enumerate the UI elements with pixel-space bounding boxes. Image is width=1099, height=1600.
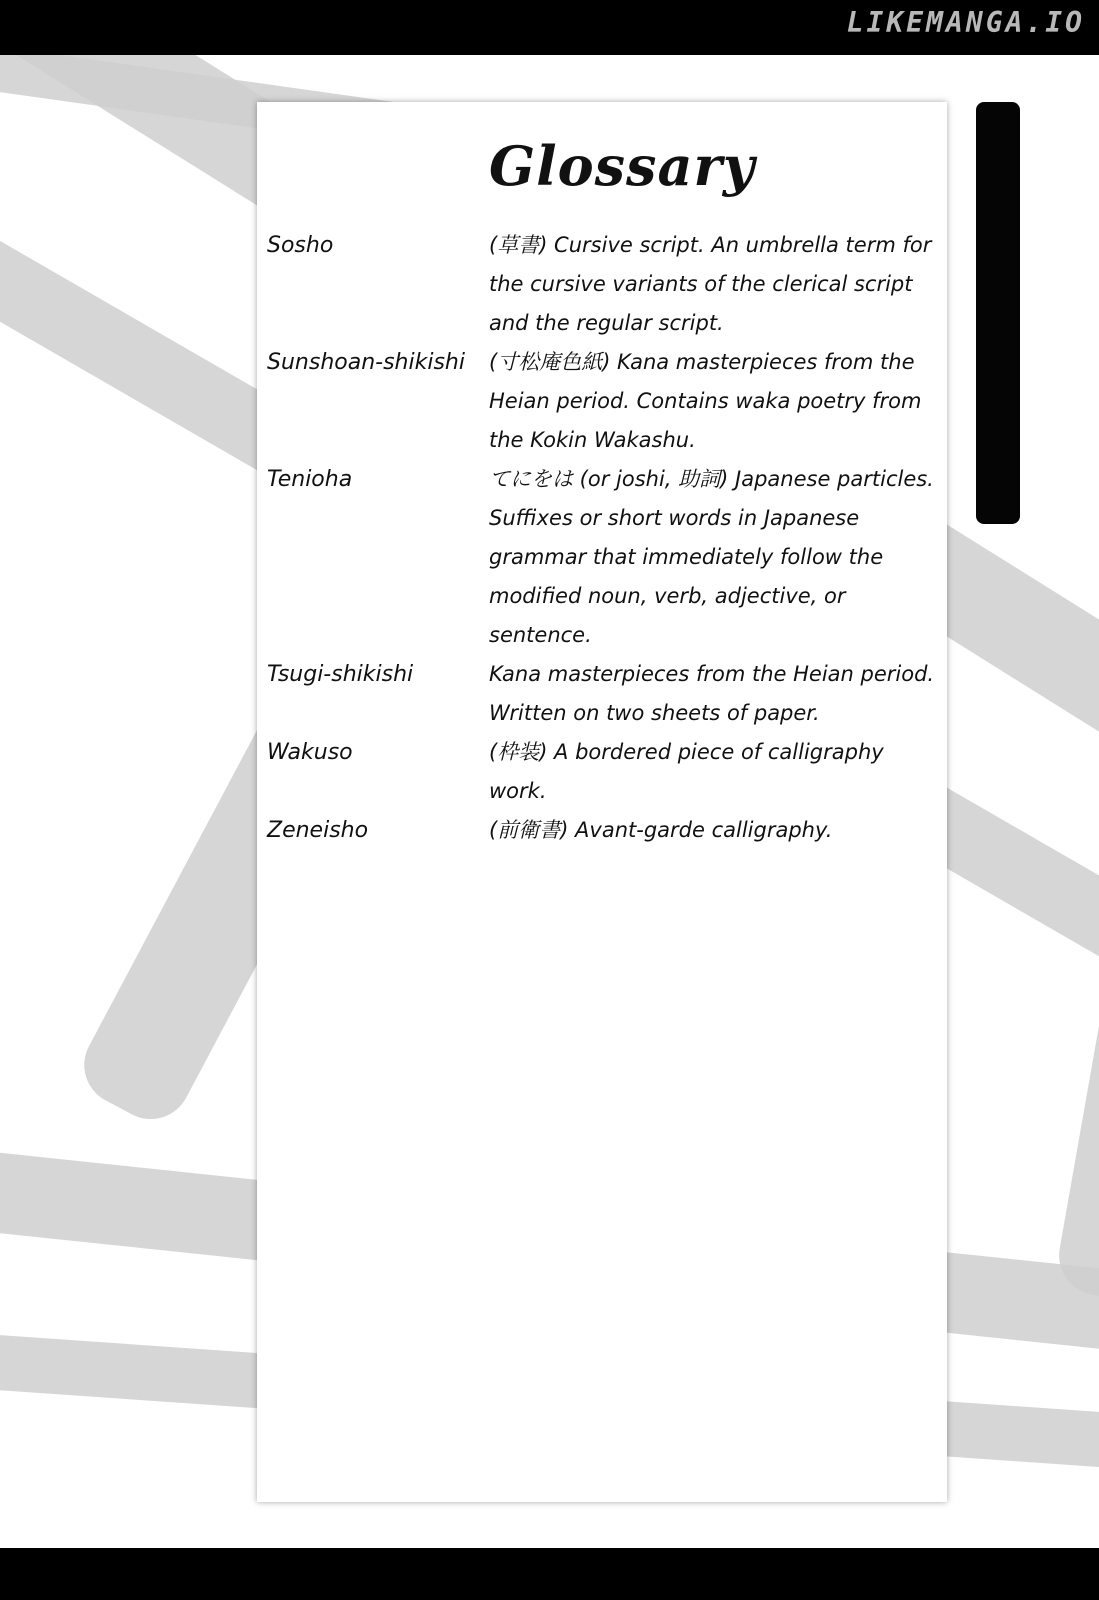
glossary-entry <box>267 733 947 811</box>
glossary-term: Zeneisho <box>267 818 369 843</box>
glossary-term: Tsugi-shikishi <box>267 662 414 687</box>
glossary-term: Tenioha <box>267 467 353 492</box>
glossary-definition: (草書) Cursive script. An umbrella term for the cursive variants of the clerical script and the regular script. <box>489 233 932 335</box>
glossary-definition: (寸松庵色紙) Kana masterpieces from the Heian period. Contains waka poetry from the Kokin Wakashu. <box>489 350 922 452</box>
glossary-entry <box>267 655 947 733</box>
side-tab <box>976 102 1020 524</box>
glossary-term: Wakuso <box>267 740 353 765</box>
glossary-term: Sunshoan-shikishi <box>267 350 465 375</box>
glossary-entries <box>267 226 947 850</box>
glossary-definition: (前衛書) Avant-garde calligraphy. <box>489 818 833 842</box>
glossary-definition: (枠装) A bordered piece of calligraphy work. <box>489 740 884 803</box>
glossary-entry <box>267 460 947 655</box>
glossary-title: Glossary <box>489 134 756 198</box>
glossary-panel <box>257 102 947 1502</box>
glossary-definition: てにをは (or joshi, 助詞) Japanese particles. Suffixes or short words in Japanese grammar that immediately follow the modified noun, verb, adjective, or sentence. <box>489 467 934 647</box>
glossary-entry <box>267 343 947 460</box>
top-bar <box>0 0 1099 55</box>
glossary-entry <box>267 226 947 343</box>
glossary-entry <box>267 811 947 850</box>
bottom-bar <box>0 1548 1099 1600</box>
glossary-definition: Kana masterpieces from the Heian period. Written on two sheets of paper. <box>489 662 935 725</box>
glossary-term: Sosho <box>267 233 334 258</box>
watermark-text: LIKEMANGA.IO <box>846 6 1085 39</box>
